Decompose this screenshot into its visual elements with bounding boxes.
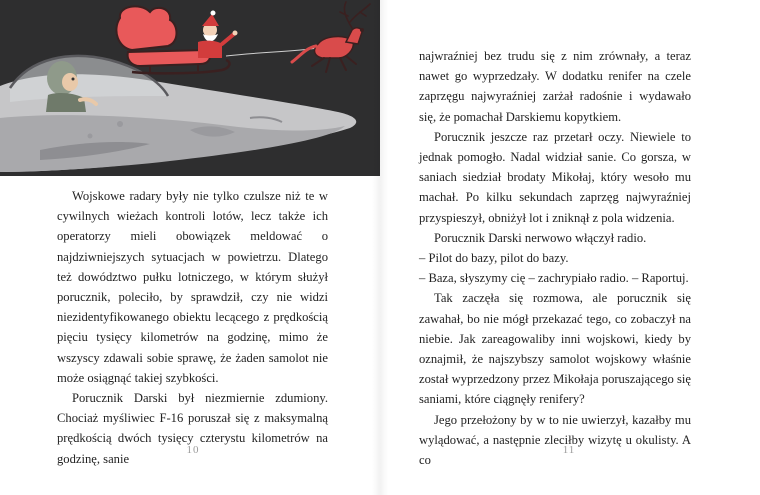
- paragraph: – Baza, słyszymy cię – zachrypiało radio. – Raportuj.: [419, 271, 689, 286]
- page-number: 11: [562, 444, 576, 456]
- paragraph: Porucznik Darski był niezmiernie zdumiony. Chociaż myśliwiec F-16 poruszał się z maksymalną prędkością dwóch tysięcy czterystu kilometrów na godzinę, sanie: [57, 391, 328, 466]
- paragraph: najwraźniej bez trudu się z nim zrównały, a teraz nawet go wyprzedzały. W dodatku renifer na czele zaprzęgu najwyraźniej zarżał radośnie i wydawało się, że pomachał Darskiemu kopytkiem.: [419, 49, 691, 124]
- paragraph: – Pilot do bazy, pilot do bazy.: [419, 251, 569, 266]
- paragraph: Jego przełożony by w to nie uwierzył, kazałby mu wylądować, a następnie zleciłby wizytę u okulisty. A co: [419, 412, 691, 468]
- paragraph: Tak zaczęła się rozmowa, ale porucznik się zawahał, bo nie mógł przekazać tego, co zobaczył na niebie. Jak zareagowaliby inni wojskowi, kiedy by oznajmił, że najszybszy samolot wojskowy właśnie został wyprzedzony przez Mikołaja poruszającego się saniami, które ciągnęły renifery?: [419, 291, 691, 407]
- page-number: 10: [186, 444, 200, 456]
- illustration-svg: [0, 0, 380, 176]
- paragraph: Porucznik jeszcze raz przetarł oczy. Niewiele to jednak pomogło. Nadal widział sanie. Co gorsza, w saniach siedział brodaty Mikołaj, który wesoło mu machał. Po kilku sekundach zaprzęg najwyraźniej przyspieszył, obniżył lot i zniknął z pola widzenia.: [419, 129, 691, 225]
- illustration-santa-vs-jet: [0, 0, 380, 176]
- right-page-text: [419, 46, 691, 470]
- right-page: [380, 0, 760, 495]
- paragraph: Wojskowe radary były nie tylko czulsze niż te w cywilnych wieżach kontroli lotów, lecz także ich operatorzy mieli obowiązek meldować o najdziwniejszych sytuacjach w powietrzu. Dlatego też dowództwo pułku lotniczego, w którym służył porucznik, poleciło, by sprawdził, czy nie widzi niezidentyfikowanego obiektu lecącego z prędkością pięciu tysięcy kilometrów na godzinę, mimo że wszyscy zdawali sobie sprawę, że żaden samolot nie może osiągnąć takiej szybkości.: [57, 189, 328, 385]
- left-page-text: [57, 186, 328, 469]
- paragraph: Porucznik Darski nerwowo włączył radio.: [434, 230, 647, 245]
